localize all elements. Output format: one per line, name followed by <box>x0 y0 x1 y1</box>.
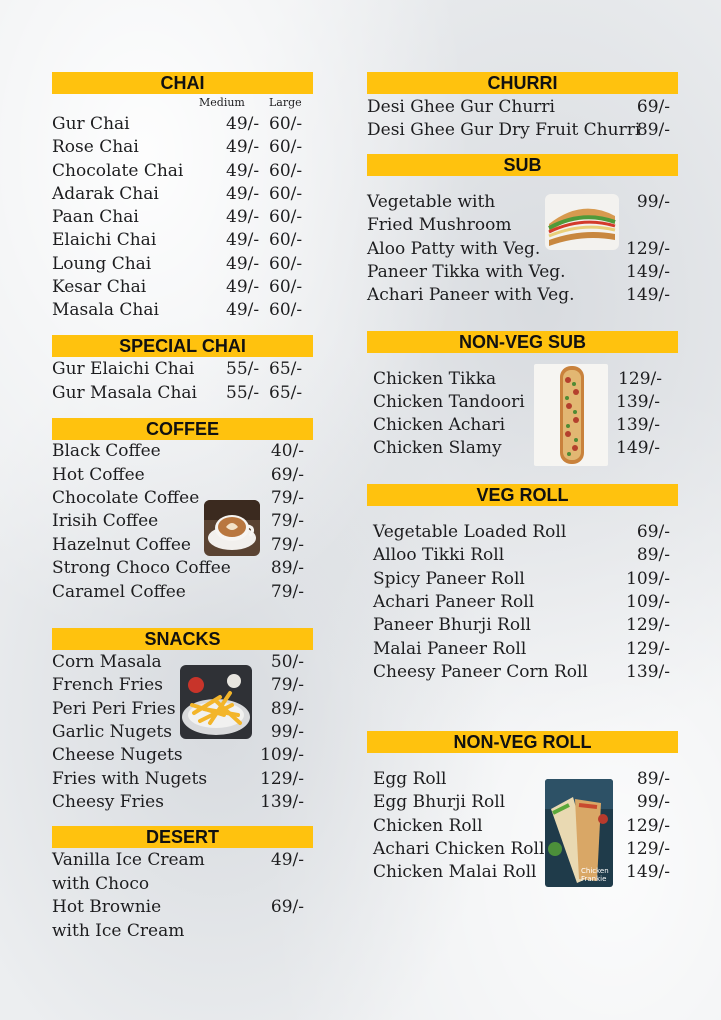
menu-item-price-large: 60/- <box>269 277 303 297</box>
menu-item-price: 139/- <box>616 415 660 435</box>
menu-item-name: Paneer Bhurji Roll <box>373 615 531 635</box>
menu-item-price: 129/- <box>260 769 304 789</box>
menu-item-price: 89/- <box>636 545 670 565</box>
menu-item-name: Caramel Coffee <box>52 582 186 602</box>
menu-item-price: 99/- <box>270 722 304 742</box>
menu-item-name: Cheesy Paneer Corn Roll <box>373 662 588 682</box>
menu-item-price-medium: 55/- <box>226 359 260 379</box>
menu-item-price: 129/- <box>618 369 662 389</box>
non-veg-sub-banner: NON-VEG SUB <box>367 331 678 353</box>
menu-item-price: 149/- <box>626 262 670 282</box>
coffee-cup-photo <box>204 500 260 556</box>
menu-item-name: Chicken Tikka <box>373 369 497 389</box>
menu-item-price-medium: 49/- <box>226 184 260 204</box>
menu-item-price-medium: 49/- <box>226 137 260 157</box>
non-veg-roll-banner: NON-VEG ROLL <box>367 731 678 753</box>
menu-item-price-large: 65/- <box>269 359 303 379</box>
menu-item-name: Irisih Coffee <box>52 511 159 531</box>
menu-item-price: 149/- <box>626 285 670 305</box>
menu-item-name: Vegetable with <box>367 192 496 212</box>
menu-item-name: Hot Brownie <box>52 897 162 917</box>
long-sub-photo <box>534 364 608 466</box>
menu-item-price: 149/- <box>616 438 660 458</box>
menu-item-price: 109/- <box>626 592 670 612</box>
menu-item-price: 69/- <box>270 897 304 917</box>
menu-item-name: Vanilla Ice Cream <box>52 850 205 870</box>
menu-item-name: French Fries <box>52 675 163 695</box>
menu-item-name: Alloo Tikki Roll <box>373 545 505 565</box>
menu-item-price: 129/- <box>626 839 670 859</box>
menu-item-price-medium: 49/- <box>226 207 260 227</box>
menu-item-name: Hazelnut Coffee <box>52 535 191 555</box>
menu-item-price: 129/- <box>626 239 670 259</box>
menu-item-name: Strong Choco Coffee <box>52 558 231 578</box>
menu-item-price: 79/- <box>270 488 304 508</box>
menu-item-name: Hot Coffee <box>52 465 145 485</box>
menu-item-price-medium: 49/- <box>226 254 260 274</box>
menu-item-price-large: 60/- <box>269 207 303 227</box>
menu-item-name: Desi Ghee Gur Churri <box>367 97 555 117</box>
menu-item-name: Peri Peri Fries <box>52 699 176 719</box>
menu-item-price: 99/- <box>636 192 670 212</box>
menu-item-name: Chicken Malai Roll <box>373 862 537 882</box>
menu-item-price: 79/- <box>270 582 304 602</box>
photo-caption: Chicken Frankie <box>581 867 609 883</box>
menu-item-name: Aloo Patty with Veg. <box>367 239 541 259</box>
menu-item-price-large: 60/- <box>269 230 303 250</box>
menu-item-name-cont: Fried Mushroom <box>367 215 512 235</box>
menu-item-name: Achari Chicken Roll <box>373 839 545 859</box>
chicken-frankie-photo <box>545 779 613 887</box>
menu-item-price: 89/- <box>636 769 670 789</box>
menu-item-price: 149/- <box>626 862 670 882</box>
menu-item-price-large: 60/- <box>269 114 303 134</box>
menu-item-price: 40/- <box>270 441 304 461</box>
menu-item-price-large: 60/- <box>269 161 303 181</box>
menu-item-name: Chicken Slamy <box>373 438 502 458</box>
menu-item-price: 79/- <box>270 511 304 531</box>
menu-item-name: Rose Chai <box>52 137 139 157</box>
menu-item-price: 109/- <box>260 745 304 765</box>
menu-item-price: 69/- <box>636 522 670 542</box>
menu-item-name: Chicken Roll <box>373 816 483 836</box>
menu-item-price: 69/- <box>270 465 304 485</box>
menu-item-price: 129/- <box>626 615 670 635</box>
menu-item-price: 129/- <box>626 639 670 659</box>
menu-item-name: Chocolate Coffee <box>52 488 200 508</box>
menu-item-name: Cheesy Fries <box>52 792 164 812</box>
snacks-banner: SNACKS <box>52 628 313 650</box>
menu-item-price: 89/- <box>270 699 304 719</box>
menu-item-price-medium: 49/- <box>226 114 260 134</box>
menu-item-name: Garlic Nugets <box>52 722 172 742</box>
coffee-banner: COFFEE <box>52 418 313 440</box>
french-fries-photo <box>180 665 252 739</box>
menu-item-name: Elaichi Chai <box>52 230 157 250</box>
menu-item-name: Vegetable Loaded Roll <box>373 522 567 542</box>
menu-item-name: Masala Chai <box>52 300 159 320</box>
menu-item-name: Gur Chai <box>52 114 130 134</box>
menu-item-price-medium: 49/- <box>226 277 260 297</box>
menu-item-name: Achari Paneer with Veg. <box>367 285 575 305</box>
menu-item-price-large: 65/- <box>269 383 303 403</box>
menu-item-price: 99/- <box>636 792 670 812</box>
menu-item-price: 79/- <box>270 535 304 555</box>
chai-col-large: Large <box>269 96 302 109</box>
menu-item-name: Kesar Chai <box>52 277 147 297</box>
menu-item-name: Chicken Tandoori <box>373 392 525 412</box>
menu-item-price-medium: 55/- <box>226 383 260 403</box>
menu-item-price: 89/- <box>270 558 304 578</box>
menu-item-price: 139/- <box>616 392 660 412</box>
menu-item-name: Egg Roll <box>373 769 447 789</box>
menu-item-name: Paneer Tikka with Veg. <box>367 262 566 282</box>
menu-item-price: 49/- <box>270 850 304 870</box>
menu-item-name: Spicy Paneer Roll <box>373 569 525 589</box>
menu-item-name: Paan Chai <box>52 207 139 227</box>
menu-item-price: 50/- <box>270 652 304 672</box>
menu-item-price: 139/- <box>260 792 304 812</box>
menu-item-price: 69/- <box>636 97 670 117</box>
menu-item-price-large: 60/- <box>269 137 303 157</box>
sub-sandwich-photo <box>545 194 619 250</box>
sub-banner: SUB <box>367 154 678 176</box>
menu-item-price: 139/- <box>626 662 670 682</box>
menu-item-name: Chocolate Chai <box>52 161 184 181</box>
menu-item-price: 109/- <box>626 569 670 589</box>
menu-item-price-large: 60/- <box>269 254 303 274</box>
menu-item-name: Cheese Nugets <box>52 745 183 765</box>
menu-item-name: Adarak Chai <box>52 184 159 204</box>
menu-item-price: 89/- <box>636 120 670 140</box>
chai-col-medium: Medium <box>199 96 245 109</box>
menu-item-name: Chicken Achari <box>373 415 506 435</box>
desert-banner: DESERT <box>52 826 313 848</box>
menu-item-price: 129/- <box>626 816 670 836</box>
menu-item-name: Gur Elaichi Chai <box>52 359 195 379</box>
menu-item-price-medium: 49/- <box>226 300 260 320</box>
menu-item-price: 79/- <box>270 675 304 695</box>
menu-item-name: Fries with Nugets <box>52 769 208 789</box>
menu-item-price-large: 60/- <box>269 184 303 204</box>
menu-item-name: Gur Masala Chai <box>52 383 197 403</box>
menu-item-name-cont: with Ice Cream <box>52 921 185 941</box>
menu-item-name: Desi Ghee Gur Dry Fruit Churri <box>367 120 641 140</box>
menu-item-price-medium: 49/- <box>226 230 260 250</box>
menu-item-name: Egg Bhurji Roll <box>373 792 506 812</box>
menu-item-name: Loung Chai <box>52 254 152 274</box>
veg-roll-banner: VEG ROLL <box>367 484 678 506</box>
menu-item-name: Black Coffee <box>52 441 161 461</box>
chai-banner: CHAI <box>52 72 313 94</box>
menu-item-name: Achari Paneer Roll <box>373 592 535 612</box>
menu-item-name: Corn Masala <box>52 652 162 672</box>
menu-item-price-large: 60/- <box>269 300 303 320</box>
churri-banner: CHURRI <box>367 72 678 94</box>
menu-item-name: Malai Paneer Roll <box>373 639 527 659</box>
menu-item-price-medium: 49/- <box>226 161 260 181</box>
special-chai-banner: SPECIAL CHAI <box>52 335 313 357</box>
menu-item-name-cont: with Choco <box>52 874 150 894</box>
